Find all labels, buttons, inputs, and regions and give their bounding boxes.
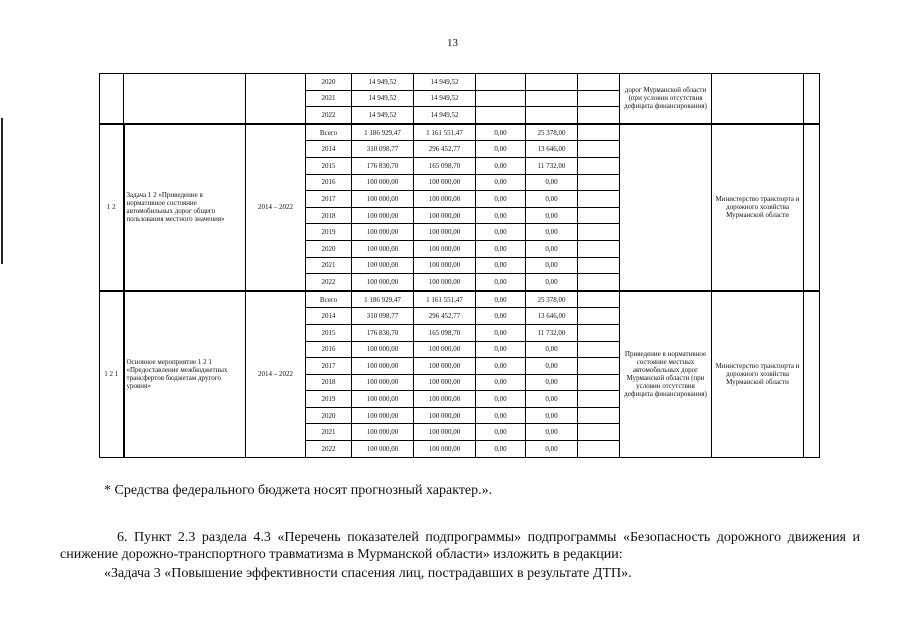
federal-budget-cell: 0,00 (476, 191, 526, 208)
regional-budget-cell: 100 000,00 (414, 441, 476, 458)
federal-budget-cell: 0,00 (476, 141, 526, 158)
other-sources-cell (578, 441, 620, 458)
executor-cell: Министерство транспорта и дорожного хозяйства Мурманской области (712, 124, 804, 291)
year-cell: 2015 (306, 324, 352, 341)
table-row (100, 291, 820, 308)
total-cell: 14 949,52 (352, 90, 414, 107)
number-cell: 1 2 1 (100, 291, 124, 457)
year-cell: 2016 (306, 174, 352, 191)
federal-budget-cell: 0,00 (476, 124, 526, 141)
local-budget-cell: 11 732,00 (526, 157, 578, 174)
total-cell: 100 000,00 (352, 207, 414, 224)
local-budget-cell (526, 90, 578, 107)
extra-cell (804, 291, 820, 457)
year-cell: 2018 (306, 374, 352, 391)
year-cell: 2019 (306, 391, 352, 408)
regional-budget-cell: 100 000,00 (414, 274, 476, 291)
year-cell: 2015 (306, 157, 352, 174)
total-cell: 100 000,00 (352, 441, 414, 458)
local-budget-cell: 0,00 (526, 441, 578, 458)
federal-budget-cell: 0,00 (476, 424, 526, 441)
federal-budget-cell: 0,00 (476, 207, 526, 224)
other-sources-cell (578, 407, 620, 424)
local-budget-cell: 25 378,00 (526, 291, 578, 308)
year-cell: 2014 (306, 308, 352, 325)
other-sources-cell (578, 308, 620, 325)
year-cell: 2017 (306, 358, 352, 375)
other-sources-cell (578, 257, 620, 274)
local-budget-cell: 0,00 (526, 240, 578, 257)
year-cell: 2018 (306, 207, 352, 224)
other-sources-cell (578, 74, 620, 91)
federal-budget-cell: 0,00 (476, 274, 526, 291)
regional-budget-cell: 100 000,00 (414, 358, 476, 375)
other-sources-cell (578, 291, 620, 308)
period-cell (246, 74, 306, 124)
name-cell (124, 74, 246, 124)
year-cell: Всего (306, 124, 352, 141)
year-cell: 2021 (306, 90, 352, 107)
year-cell: 2022 (306, 274, 352, 291)
other-sources-cell (578, 358, 620, 375)
total-cell: 176 830,70 (352, 324, 414, 341)
year-cell: 2021 (306, 257, 352, 274)
local-budget-cell (526, 107, 578, 124)
year-cell: 2020 (306, 74, 352, 91)
executor-cell: Министерство транспорта и дорожного хозяйства Мурманской области (712, 291, 804, 457)
federal-budget-cell: 0,00 (476, 157, 526, 174)
other-sources-cell (578, 424, 620, 441)
other-sources-cell (578, 207, 620, 224)
program-table (99, 73, 820, 458)
local-budget-cell: 0,00 (526, 407, 578, 424)
regional-budget-cell: 1 161 551,47 (414, 124, 476, 141)
result-cell: Приведение в нормативное состояние местных автомобильных дорог Мурманской области (при условии отсутствия дефицита финансирования) (620, 291, 712, 457)
local-budget-cell: 0,00 (526, 274, 578, 291)
scan-edge-mark (1, 118, 3, 264)
other-sources-cell (578, 274, 620, 291)
number-cell (100, 74, 124, 124)
local-budget-cell: 13 646,00 (526, 308, 578, 325)
regional-budget-cell: 100 000,00 (414, 391, 476, 408)
total-cell: 1 186 929,47 (352, 291, 414, 308)
local-budget-cell (526, 74, 578, 91)
federal-budget-cell: 0,00 (476, 174, 526, 191)
other-sources-cell (578, 141, 620, 158)
local-budget-cell: 0,00 (526, 257, 578, 274)
footnote: * Средства федерального бюджета носят прогнозный характер.». (104, 483, 493, 498)
total-cell: 100 000,00 (352, 274, 414, 291)
table-row (100, 124, 820, 141)
total-cell: 100 000,00 (352, 424, 414, 441)
task-3-heading: «Задача 3 «Повышение эффективности спасения лиц, пострадавших в результате ДТП». (104, 566, 632, 581)
federal-budget-cell: 0,00 (476, 308, 526, 325)
local-budget-cell: 0,00 (526, 374, 578, 391)
year-cell: 2016 (306, 341, 352, 358)
regional-budget-cell: 100 000,00 (414, 424, 476, 441)
local-budget-cell: 13 646,00 (526, 141, 578, 158)
local-budget-cell: 0,00 (526, 391, 578, 408)
federal-budget-cell: 0,00 (476, 240, 526, 257)
year-cell: 2022 (306, 107, 352, 124)
local-budget-cell: 0,00 (526, 341, 578, 358)
regional-budget-cell: 100 000,00 (414, 224, 476, 241)
other-sources-cell (578, 157, 620, 174)
regional-budget-cell: 100 000,00 (414, 240, 476, 257)
local-budget-cell: 25 378,00 (526, 124, 578, 141)
total-cell: 310 098,77 (352, 141, 414, 158)
regional-budget-cell: 100 000,00 (414, 257, 476, 274)
result-cell: дорог Мурманской области (при условии отсутствия дефицита финансирования) (620, 74, 712, 124)
federal-budget-cell: 0,00 (476, 374, 526, 391)
other-sources-cell (578, 124, 620, 141)
total-cell: 100 000,00 (352, 407, 414, 424)
local-budget-cell: 0,00 (526, 174, 578, 191)
total-cell: 100 000,00 (352, 358, 414, 375)
result-cell (620, 124, 712, 291)
federal-budget-cell (476, 107, 526, 124)
period-cell: 2014 – 2022 (246, 124, 306, 291)
local-budget-cell: 0,00 (526, 424, 578, 441)
local-budget-cell: 11 732,00 (526, 324, 578, 341)
number-cell: 1 2 (100, 124, 124, 291)
year-cell: 2020 (306, 240, 352, 257)
other-sources-cell (578, 324, 620, 341)
executor-cell (712, 74, 804, 124)
total-cell: 100 000,00 (352, 174, 414, 191)
regional-budget-cell: 296 452,77 (414, 141, 476, 158)
other-sources-cell (578, 191, 620, 208)
total-cell: 14 949,52 (352, 107, 414, 124)
local-budget-cell: 0,00 (526, 207, 578, 224)
period-cell: 2014 – 2022 (246, 291, 306, 457)
total-cell: 1 186 929,47 (352, 124, 414, 141)
other-sources-cell (578, 374, 620, 391)
paragraph-6: 6. Пункт 2.3 раздела 4.3 «Перечень показателей подпрограммы» подпрограммы «Безопасность дорожного движения и снижение дорожно-транспортного травматизма в Мурманской области» изложить в редакции: (60, 530, 860, 562)
total-cell: 100 000,00 (352, 374, 414, 391)
total-cell: 310 098,77 (352, 308, 414, 325)
regional-budget-cell: 100 000,00 (414, 341, 476, 358)
table-body (100, 74, 820, 458)
table-row (100, 74, 820, 91)
federal-budget-cell: 0,00 (476, 407, 526, 424)
local-budget-cell: 0,00 (526, 191, 578, 208)
other-sources-cell (578, 174, 620, 191)
year-cell: 2019 (306, 224, 352, 241)
year-cell: 2021 (306, 424, 352, 441)
year-cell: 2014 (306, 141, 352, 158)
regional-budget-cell: 165 098,70 (414, 157, 476, 174)
regional-budget-cell: 1 161 551,47 (414, 291, 476, 308)
federal-budget-cell: 0,00 (476, 324, 526, 341)
total-cell: 100 000,00 (352, 391, 414, 408)
regional-budget-cell: 14 949,52 (414, 90, 476, 107)
regional-budget-cell: 296 452,77 (414, 308, 476, 325)
other-sources-cell (578, 107, 620, 124)
federal-budget-cell: 0,00 (476, 358, 526, 375)
regional-budget-cell: 100 000,00 (414, 174, 476, 191)
other-sources-cell (578, 391, 620, 408)
year-cell: Всего (306, 291, 352, 308)
regional-budget-cell: 100 000,00 (414, 374, 476, 391)
extra-cell (804, 74, 820, 124)
regional-budget-cell: 100 000,00 (414, 191, 476, 208)
other-sources-cell (578, 341, 620, 358)
name-cell: Задача 1 2 «Приведение в нормативное состояние автомобильных дорог общего пользования местного значения» (124, 124, 246, 291)
total-cell: 100 000,00 (352, 240, 414, 257)
federal-budget-cell: 0,00 (476, 291, 526, 308)
total-cell: 100 000,00 (352, 341, 414, 358)
page-number: 13 (447, 37, 458, 49)
total-cell: 176 830,70 (352, 157, 414, 174)
regional-budget-cell: 14 949,52 (414, 74, 476, 91)
other-sources-cell (578, 224, 620, 241)
federal-budget-cell: 0,00 (476, 341, 526, 358)
regional-budget-cell: 14 949,52 (414, 107, 476, 124)
year-cell: 2017 (306, 191, 352, 208)
regional-budget-cell: 165 098,70 (414, 324, 476, 341)
year-cell: 2020 (306, 407, 352, 424)
regional-budget-cell: 100 000,00 (414, 207, 476, 224)
local-budget-cell: 0,00 (526, 358, 578, 375)
regional-budget-cell: 100 000,00 (414, 407, 476, 424)
year-cell: 2022 (306, 441, 352, 458)
local-budget-cell: 0,00 (526, 224, 578, 241)
federal-budget-cell: 0,00 (476, 257, 526, 274)
total-cell: 100 000,00 (352, 257, 414, 274)
federal-budget-cell: 0,00 (476, 391, 526, 408)
total-cell: 100 000,00 (352, 224, 414, 241)
federal-budget-cell (476, 90, 526, 107)
extra-cell (804, 124, 820, 291)
other-sources-cell (578, 90, 620, 107)
federal-budget-cell: 0,00 (476, 224, 526, 241)
other-sources-cell (578, 240, 620, 257)
total-cell: 100 000,00 (352, 191, 414, 208)
federal-budget-cell (476, 74, 526, 91)
total-cell: 14 949,52 (352, 74, 414, 91)
federal-budget-cell: 0,00 (476, 441, 526, 458)
name-cell: Основное мероприятие 1 2 1 «Предоставление межбюджетных трансфертов бюджетам другого уровня» (124, 291, 246, 457)
